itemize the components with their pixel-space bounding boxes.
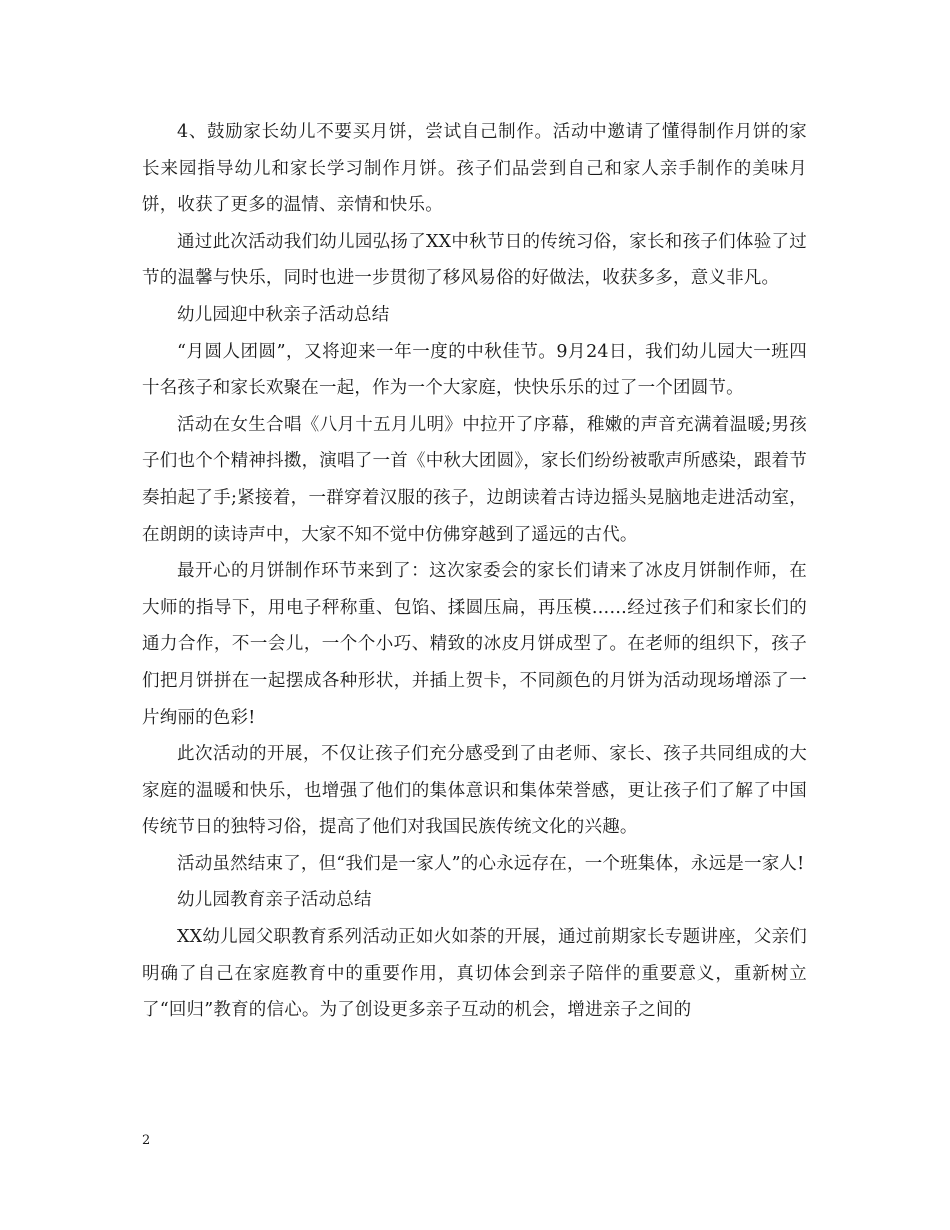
section-heading-mid-autumn: 幼儿园迎中秋亲子活动总结 <box>177 304 390 325</box>
page-number: 2 <box>142 1133 151 1148</box>
paragraph-6: 此次活动的开展，不仅让孩子们充分感受到了由老师、家长、孩子共同组成的大家庭的温暖和快乐，也增强了他们的集体意识和集体荣誉感，更让孩子们了解了中国传统节日的独特习俗，提高了他们对我国民族传统文化的兴趣。 <box>142 744 807 838</box>
document-body <box>142 114 807 1029</box>
paragraph-4: 活动在女生合唱《八月十五月儿明》中拉开了序幕，稚嫩的声音充满着温暖;男孩子们也个个精神抖擞，演唱了一首《中秋大团圆》，家长们纷纷被歌声所感染，跟着节奏拍起了手;紧接着，一群穿着汉服的孩子，边朗读着古诗边摇头晃脑地走进活动室，在朗朗的读诗声中，大家不知不觉中仿佛穿越到了遥远的古代。 <box>142 414 807 545</box>
paragraph-8: XX幼儿园父职教育系列活动正如火如荼的开展，通过前期家长专题讲座，父亲们明确了自己在家庭教育中的重要作用，真切体会到亲子陪伴的重要意义，重新树立了“回归”教育的信心。为了创设更多亲子互动的机会，增进亲子之间的 <box>142 927 807 1021</box>
paragraph-2: 通过此次活动我们幼儿园弘扬了XX中秋节日的传统习俗，家长和孩子们体验了过节的温馨与快乐，同时也进一步贯彻了移风易俗的好做法，收获多多，意义非凡。 <box>142 231 807 289</box>
paragraph-7: 活动虽然结束了，但“我们是一家人”的心永远存在，一个班集体，永远是一家人! <box>177 853 805 874</box>
paragraph-5: 最开心的月饼制作环节来到了：这次家委会的家长们请来了冰皮月饼制作师，在大师的指导下，用电子秤称重、包馅、揉圆压扁，再压模……经过孩子们和家长们的通力合作，不一会儿，一个个小巧、精致的冰皮月饼成型了。在老师的组织下，孩子们把月饼拼在一起摆成各种形状，并插上贺卡，不同颜色的月饼为活动现场增添了一片绚丽的色彩! <box>142 561 807 728</box>
section-heading-education: 幼儿园教育亲子活动总结 <box>177 890 372 911</box>
paragraph-3: “月圆人团圆”，又将迎来一年一度的中秋佳节。9月24日，我们幼儿园大一班四十名孩子和家长欢聚在一起，作为一个大家庭，快快乐乐的过了一个团圆节。 <box>142 341 807 399</box>
paragraph-1: 4、鼓励家长幼儿不要买月饼，尝试自己制作。活动中邀请了懂得制作月饼的家长来园指导幼儿和家长学习制作月饼。孩子们品尝到自己和家人亲手制作的美味月饼，收获了更多的温情、亲情和快乐。 <box>142 122 807 216</box>
